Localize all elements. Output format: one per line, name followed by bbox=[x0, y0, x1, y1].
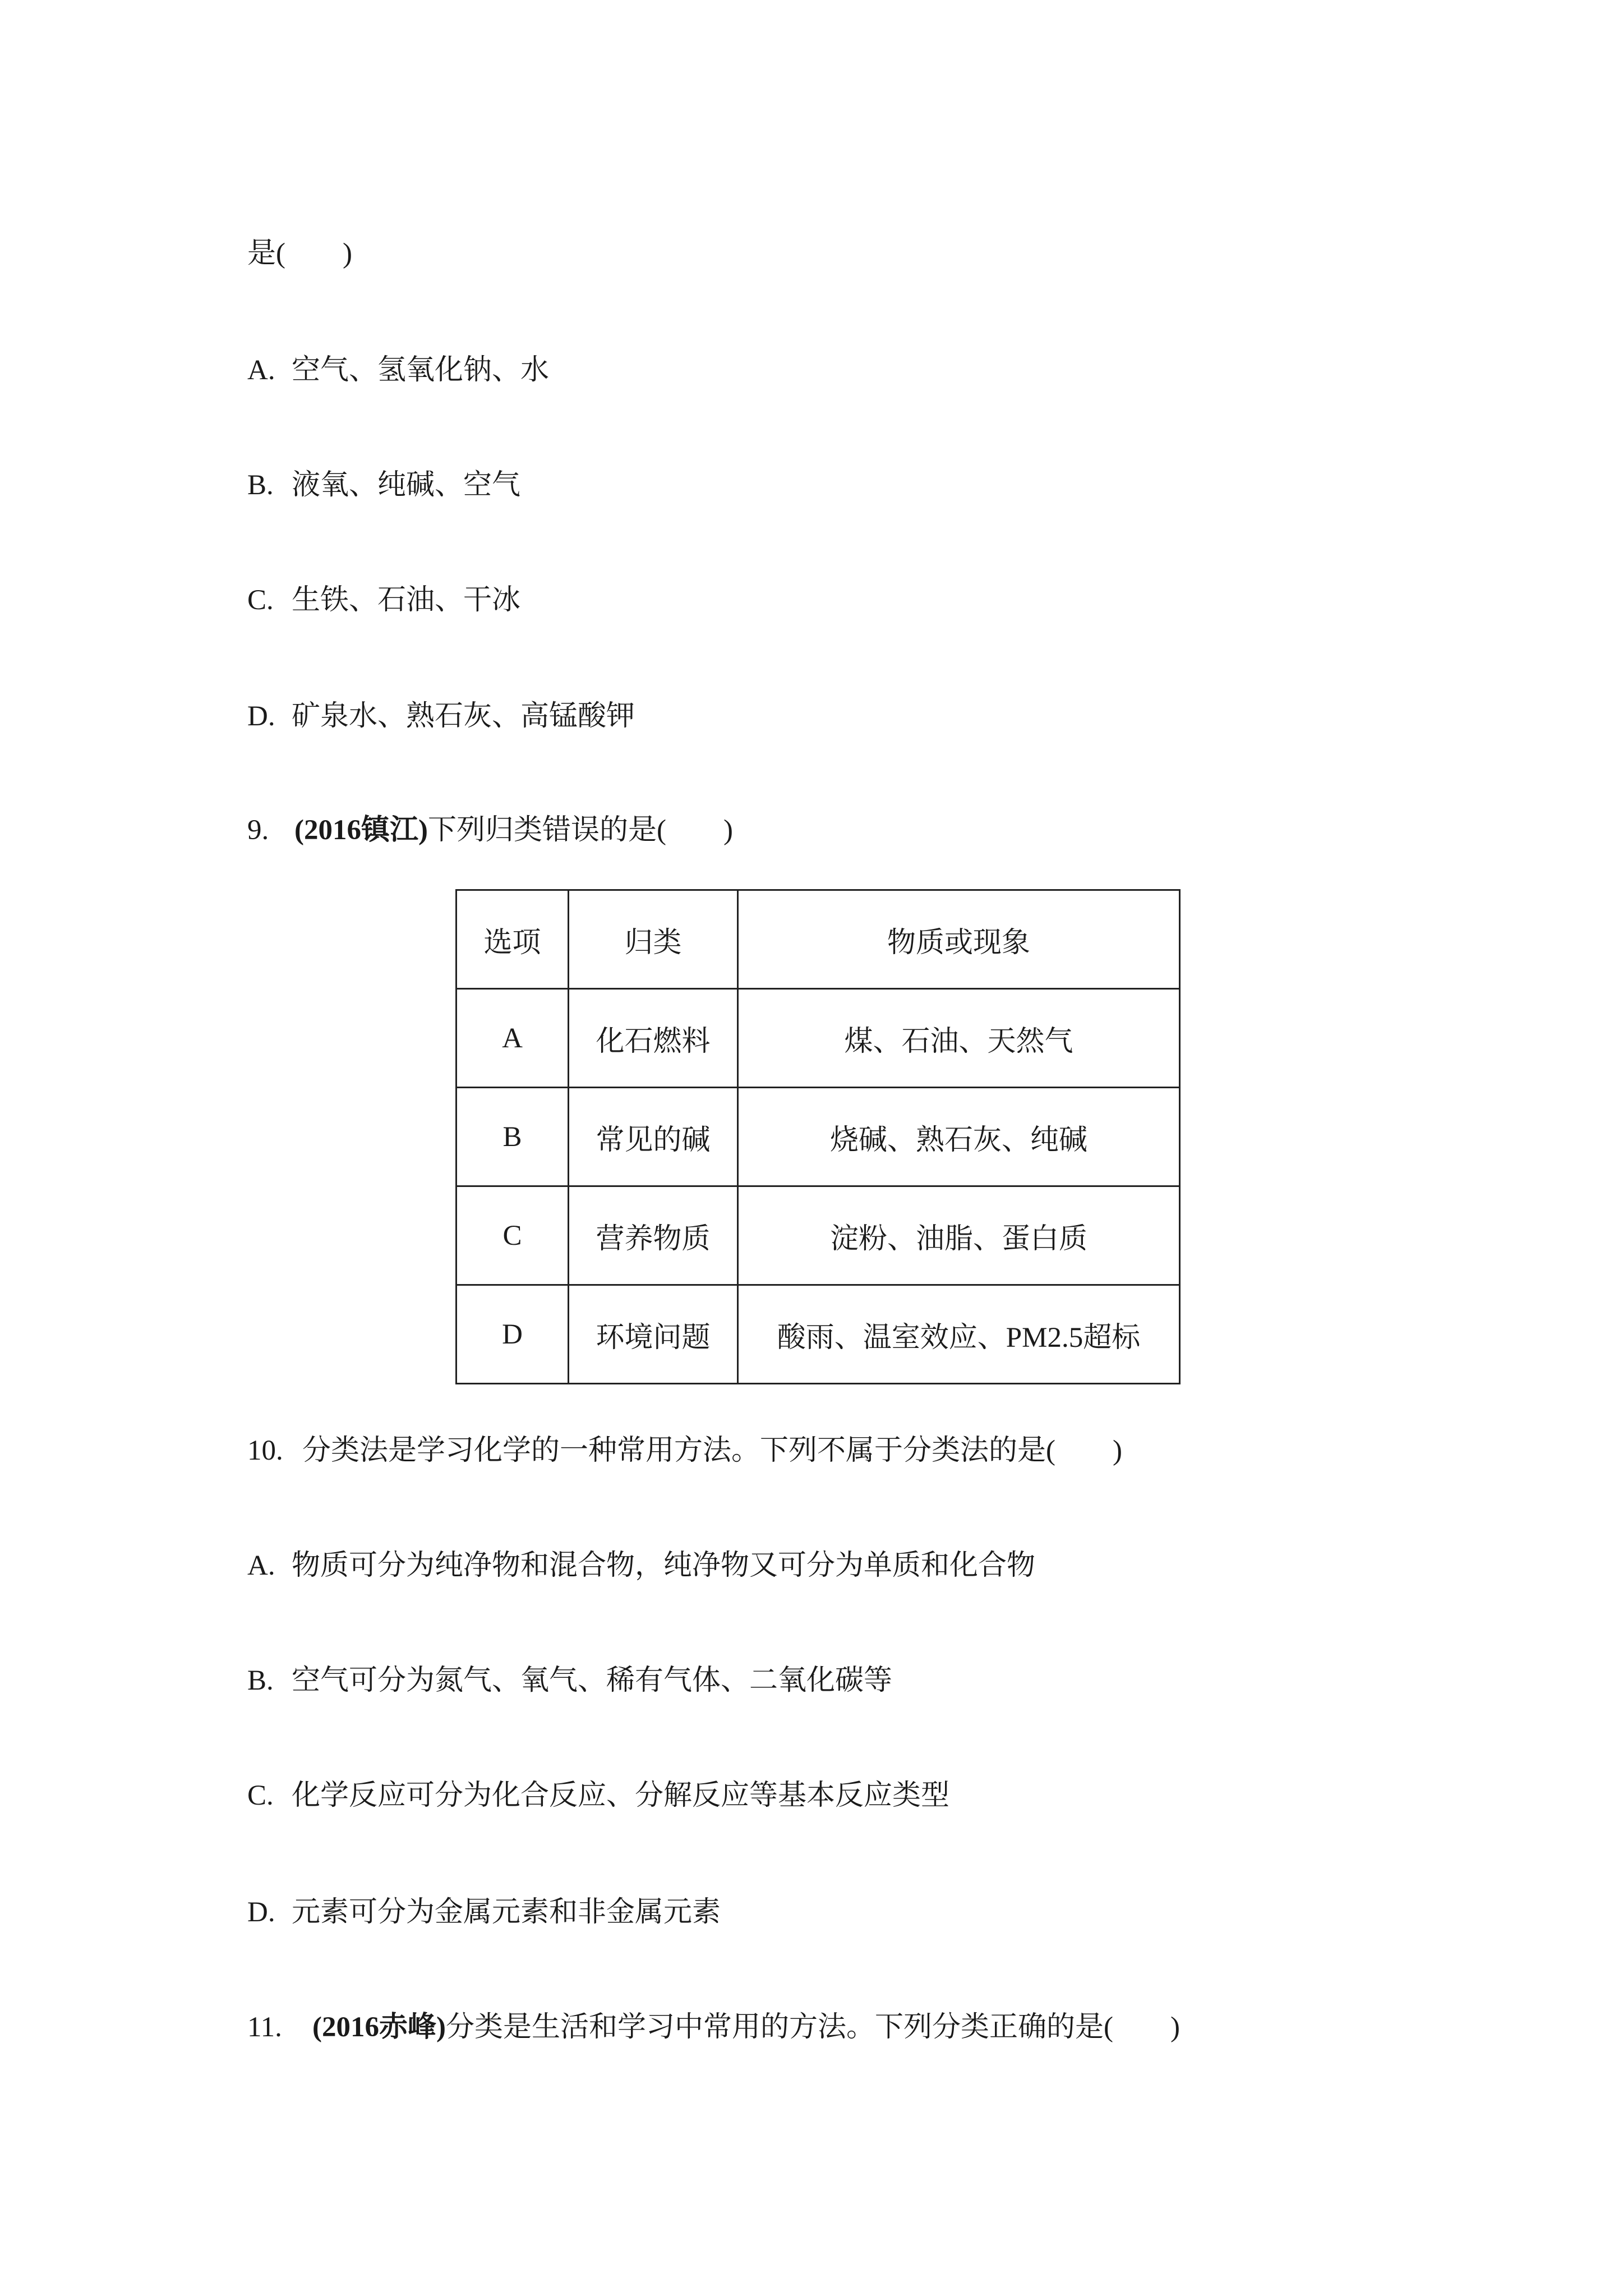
question9-heading bbox=[247, 813, 733, 847]
table-header-cell: 物质或现象 bbox=[738, 890, 1180, 989]
option-text: 元素可分为金属元素和非金属元素 bbox=[292, 1897, 721, 1928]
option-text: 生铁、石油、干冰 bbox=[292, 585, 521, 616]
question8-option-d bbox=[247, 700, 635, 733]
table-cell-option: C bbox=[457, 1186, 569, 1285]
table-cell-items: 淀粉、油脂、蛋白质 bbox=[738, 1186, 1180, 1285]
question-source: (2016赤峰) bbox=[312, 2012, 446, 2043]
question11-heading bbox=[247, 2010, 1180, 2044]
option-label: B. bbox=[247, 1665, 274, 1696]
question8-option-b bbox=[247, 468, 520, 502]
option-label: C. bbox=[247, 1780, 274, 1811]
question-stem: 下列归类错误的是( ) bbox=[427, 815, 733, 846]
table-cell-category: 营养物质 bbox=[569, 1186, 738, 1285]
question10-option-c bbox=[247, 1779, 949, 1812]
question-number: 9. bbox=[247, 815, 269, 846]
question-stem: 分类是生活和学习中常用的方法。下列分类正确的是( ) bbox=[445, 2012, 1180, 2043]
question10-heading bbox=[247, 1434, 1122, 1467]
option-text: 液氧、纯碱、空气 bbox=[292, 470, 521, 501]
option-label: D. bbox=[247, 701, 275, 732]
option-label: B. bbox=[247, 470, 274, 501]
table-cell-items: 酸雨、温室效应、PM2.5超标 bbox=[738, 1285, 1180, 1384]
table-header-row bbox=[457, 890, 1180, 989]
question8-option-a bbox=[247, 353, 549, 387]
table-row bbox=[457, 1285, 1180, 1384]
question-stem: 分类法是学习化学的一种常用方法。下列不属于分类法的是( ) bbox=[302, 1435, 1122, 1466]
table-row bbox=[457, 1186, 1180, 1285]
question8-option-c bbox=[247, 583, 520, 617]
option-label: D. bbox=[247, 1897, 275, 1928]
question8-stem: 是( ) bbox=[247, 238, 352, 269]
question10-option-d bbox=[247, 1895, 721, 1929]
table-header-cell: 选项 bbox=[457, 890, 569, 989]
option-text: 化学反应可分为化合反应、分解反应等基本反应类型 bbox=[292, 1780, 950, 1811]
table-cell-category: 常见的碱 bbox=[569, 1088, 738, 1186]
table-cell-option: B bbox=[457, 1088, 569, 1186]
table-header-cell: 归类 bbox=[569, 890, 738, 989]
option-text: 空气可分为氮气、氧气、稀有气体、二氧化碳等 bbox=[292, 1665, 893, 1696]
option-label: A. bbox=[247, 1550, 275, 1581]
option-label: A. bbox=[247, 355, 275, 386]
table-cell-category: 环境问题 bbox=[569, 1285, 738, 1384]
question-number: 10. bbox=[247, 1435, 283, 1466]
table-cell-items: 煤、石油、天然气 bbox=[738, 989, 1180, 1088]
question-number: 11. bbox=[247, 2012, 282, 2043]
table-cell-option: A bbox=[457, 989, 569, 1088]
option-text: 物质可分为纯净物和混合物，纯净物又可分为单质和化合物 bbox=[292, 1550, 1036, 1581]
question-source: (2016镇江) bbox=[294, 815, 428, 846]
table-cell-option: D bbox=[457, 1285, 569, 1384]
question10-option-a bbox=[247, 1549, 1035, 1582]
option-label: C. bbox=[247, 585, 274, 616]
classification-table bbox=[455, 889, 1179, 1384]
question10-option-b bbox=[247, 1664, 892, 1697]
option-text: 空气、氢氧化钠、水 bbox=[292, 355, 550, 386]
option-text: 矿泉水、熟石灰、高锰酸钾 bbox=[292, 701, 635, 732]
table-row bbox=[457, 1088, 1180, 1186]
table-row bbox=[457, 989, 1180, 1088]
table-cell-category: 化石燃料 bbox=[569, 989, 738, 1088]
table-cell-items: 烧碱、熟石灰、纯碱 bbox=[738, 1088, 1180, 1186]
